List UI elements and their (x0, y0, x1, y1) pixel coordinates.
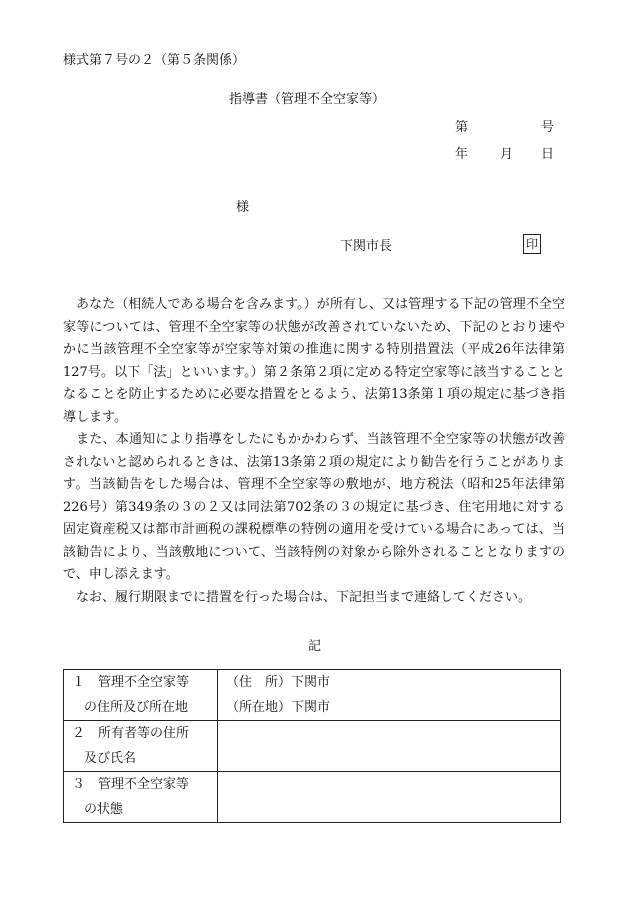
paragraph-guidance: あなた（相続人である場合を含みます。）が所有し、又は管理する下記の管理不全空家等については、管理不全空家等の状態が改善されていないため、下記のとおり速やかに当該管理不全空家等が空家等対策の推進に関する特別措置法（平成26年法律第127号。以下「法」といいます。）第２条第２項に定める特定空家等に該当することとなることを防止するために必要な措置をとるよう、法第13条第１項の規定に基づき指導します。 (63, 297, 565, 425)
value-cell (218, 772, 561, 823)
label-line: の状態 (84, 802, 124, 817)
date-day: 日 (541, 147, 555, 162)
address-prefix: （住 所） (226, 675, 292, 690)
date-month: 月 (500, 147, 514, 162)
number-suffix: 号 (541, 120, 555, 135)
table-row (64, 772, 561, 823)
details-table (63, 669, 561, 823)
value-cell (218, 721, 561, 772)
record-label: 記 (308, 639, 322, 654)
table-row (64, 670, 561, 721)
label-line: 及び氏名 (84, 751, 137, 766)
value-cell (218, 670, 561, 721)
location-prefix: （所在地） (226, 700, 292, 715)
body-text (63, 294, 565, 609)
paragraph-contact: なお、履行期限までに措置を行った場合は、下記担当まで連絡してください。 (76, 589, 532, 605)
address-line (218, 670, 560, 695)
address-value: 下関市 (291, 675, 331, 690)
date-year: 年 (455, 147, 469, 162)
label-cell (64, 721, 218, 772)
paragraph-recommendation: また、本通知により指導をしたにもかかわらず、当該管理不全空家等の状態が改善されないと認められるときは、法第13条第２項の規定により勧告を行うことがあります。当該勧告をした場合は、管理不全空家等の敷地が、地方税法（昭和25年法律第226号）第349条の３の２又は同法第702条の３の規定に基づき、住宅用地に対する固定資産税又は都市計画税の課税標準の特例の適用を受けている場合にあっては、当該勧告により、当該敷地について、当該特例の対象から除外されることとなりますので、申し添えます。 (63, 432, 565, 582)
location-value: 下関市 (291, 700, 331, 715)
label-cell (64, 670, 218, 721)
label-line: ２ 所有者等の住所 (72, 726, 190, 741)
issuer-name: 下関市長 (340, 239, 393, 254)
label-line: ３ 管理不全空家等 (72, 777, 190, 792)
location-line (218, 695, 560, 720)
label-line: の住所及び所在地 (84, 700, 189, 715)
label-line: １ 管理不全空家等 (72, 675, 190, 690)
number-prefix: 第 (455, 120, 469, 135)
table-row (64, 721, 561, 772)
seal-stamp: 印 (523, 234, 541, 254)
recipient-suffix: 様 (236, 200, 250, 215)
label-cell (64, 772, 218, 823)
form-label: 様式第７号の２（第５条関係） (63, 53, 246, 68)
document-title: 指導書（管理不全空家等） (229, 92, 386, 107)
